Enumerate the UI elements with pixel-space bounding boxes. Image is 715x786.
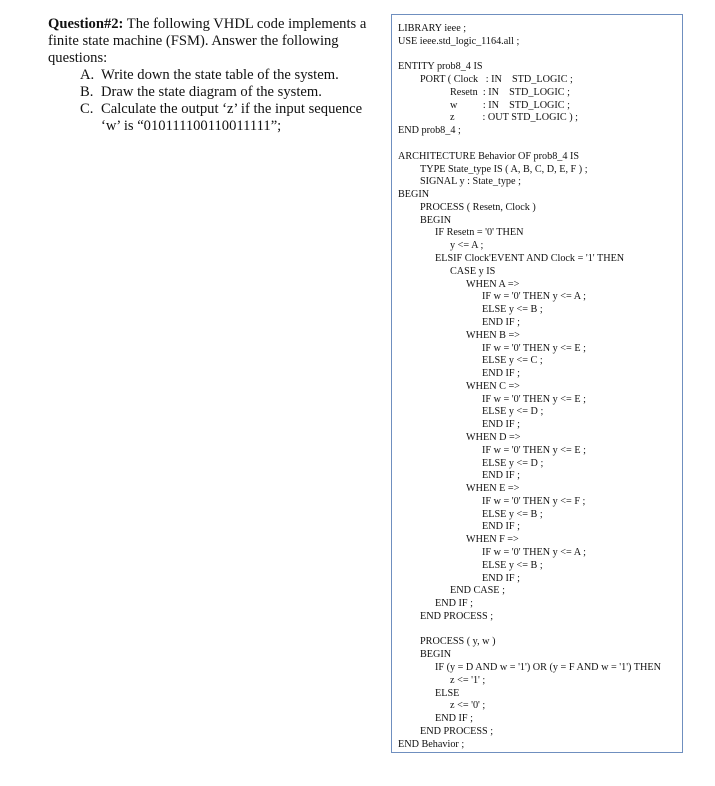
code-line: ELSIF Clock'EVENT AND Clock = '1' THEN (435, 253, 625, 265)
question-item-text: Write down the state table of the system. (101, 67, 339, 83)
code-line: END Behavior ; (398, 738, 465, 750)
code-line: ELSE y <= B ; (482, 559, 543, 571)
code-line: WHEN B => (466, 329, 520, 341)
question-list (48, 67, 384, 135)
question-item-text: Calculate the output ‘z’ if the input sequence ‘w’ is “010111100110011111”; (101, 101, 363, 134)
code-line: IF w = '0' THEN y <= E ; (482, 444, 586, 456)
code-line: END IF ; (482, 368, 520, 380)
code-line: z : OUT STD_LOGIC ) ; (450, 112, 578, 124)
code-line: END IF ; (482, 419, 520, 431)
question-item-label: B. (80, 84, 94, 100)
code-line: ELSE (435, 687, 460, 699)
code-line: IF w = '0' THEN y <= A ; (482, 546, 586, 558)
question-item-text: Draw the state diagram of the system. (101, 84, 322, 100)
code-line: PORT ( Clock : IN STD_LOGIC ; (420, 74, 573, 86)
code-line: END PROCESS ; (420, 610, 494, 622)
code-line: BEGIN (398, 189, 430, 201)
question-intro-text: The following VHDL code implements a finite state machine (FSM). Answer the following questions: (48, 16, 367, 66)
code-line: END IF ; (482, 572, 520, 584)
question-block (48, 16, 384, 135)
code-line: BEGIN (420, 214, 452, 226)
code-line: z <= '0' ; (450, 700, 486, 712)
code-line: WHEN A => (466, 278, 520, 290)
code-line: END IF ; (482, 316, 520, 328)
code-line: WHEN E => (466, 483, 520, 495)
code-line: END PROCESS ; (420, 725, 494, 737)
code-line: IF w = '0' THEN y <= E ; (482, 393, 586, 405)
code-line: WHEN F => (466, 534, 519, 546)
question-intro (48, 16, 384, 67)
question-item-b (48, 84, 384, 101)
code-line: ELSE y <= D ; (482, 457, 544, 469)
code-line: Resetn : IN STD_LOGIC ; (450, 86, 570, 98)
vhdl-code-box (391, 14, 683, 753)
code-line: USE ieee.std_logic_1164.all ; (398, 35, 520, 47)
code-line: PROCESS ( y, w ) (420, 636, 496, 648)
code-line: ELSE y <= B ; (482, 304, 543, 316)
code-line: PROCESS ( Resetn, Clock ) (420, 201, 536, 213)
code-line: w : IN STD_LOGIC ; (450, 99, 570, 111)
code-line: END IF ; (482, 470, 520, 482)
code-line: SIGNAL y : State_type ; (420, 176, 521, 188)
code-line: END IF ; (435, 713, 473, 725)
code-line: END IF ; (435, 598, 473, 610)
code-line: IF (y = D AND w = '1') OR (y = F AND w = '1') THEN (435, 662, 661, 673)
code-line: ARCHITECTURE Behavior OF prob8_4 IS (398, 150, 580, 162)
code-line: BEGIN (420, 649, 452, 661)
code-line: ELSE y <= C ; (482, 355, 543, 367)
code-line: IF w = '0' THEN y <= E ; (482, 342, 586, 354)
code-line: IF w = '0' THEN y <= F ; (482, 495, 586, 507)
code-line: END IF ; (482, 521, 520, 533)
code-line: WHEN C => (466, 380, 520, 392)
code-line: IF Resetn = '0' THEN (435, 227, 524, 239)
question-item-c (48, 101, 384, 135)
code-line: LIBRARY ieee ; (398, 23, 467, 34)
code-line: IF w = '0' THEN y <= A ; (482, 291, 586, 303)
code-line: z <= '1' ; (450, 674, 486, 686)
question-item-label: A. (80, 67, 95, 83)
code-line: ELSE y <= B ; (482, 508, 543, 520)
question-item-a (48, 67, 384, 84)
code-line: TYPE State_type IS ( A, B, C, D, E, F ) ; (420, 163, 588, 175)
code-line: END CASE ; (450, 585, 505, 597)
code-line: END prob8_4 ; (398, 125, 461, 137)
code-line: ELSE y <= D ; (482, 406, 544, 418)
code-line: ENTITY prob8_4 IS (398, 61, 483, 73)
question-label: Question#2: (48, 16, 124, 32)
code-line: CASE y IS (450, 265, 496, 277)
code-line: y <= A ; (450, 240, 484, 252)
code-line: WHEN D => (466, 431, 521, 443)
question-item-label: C. (80, 101, 94, 117)
